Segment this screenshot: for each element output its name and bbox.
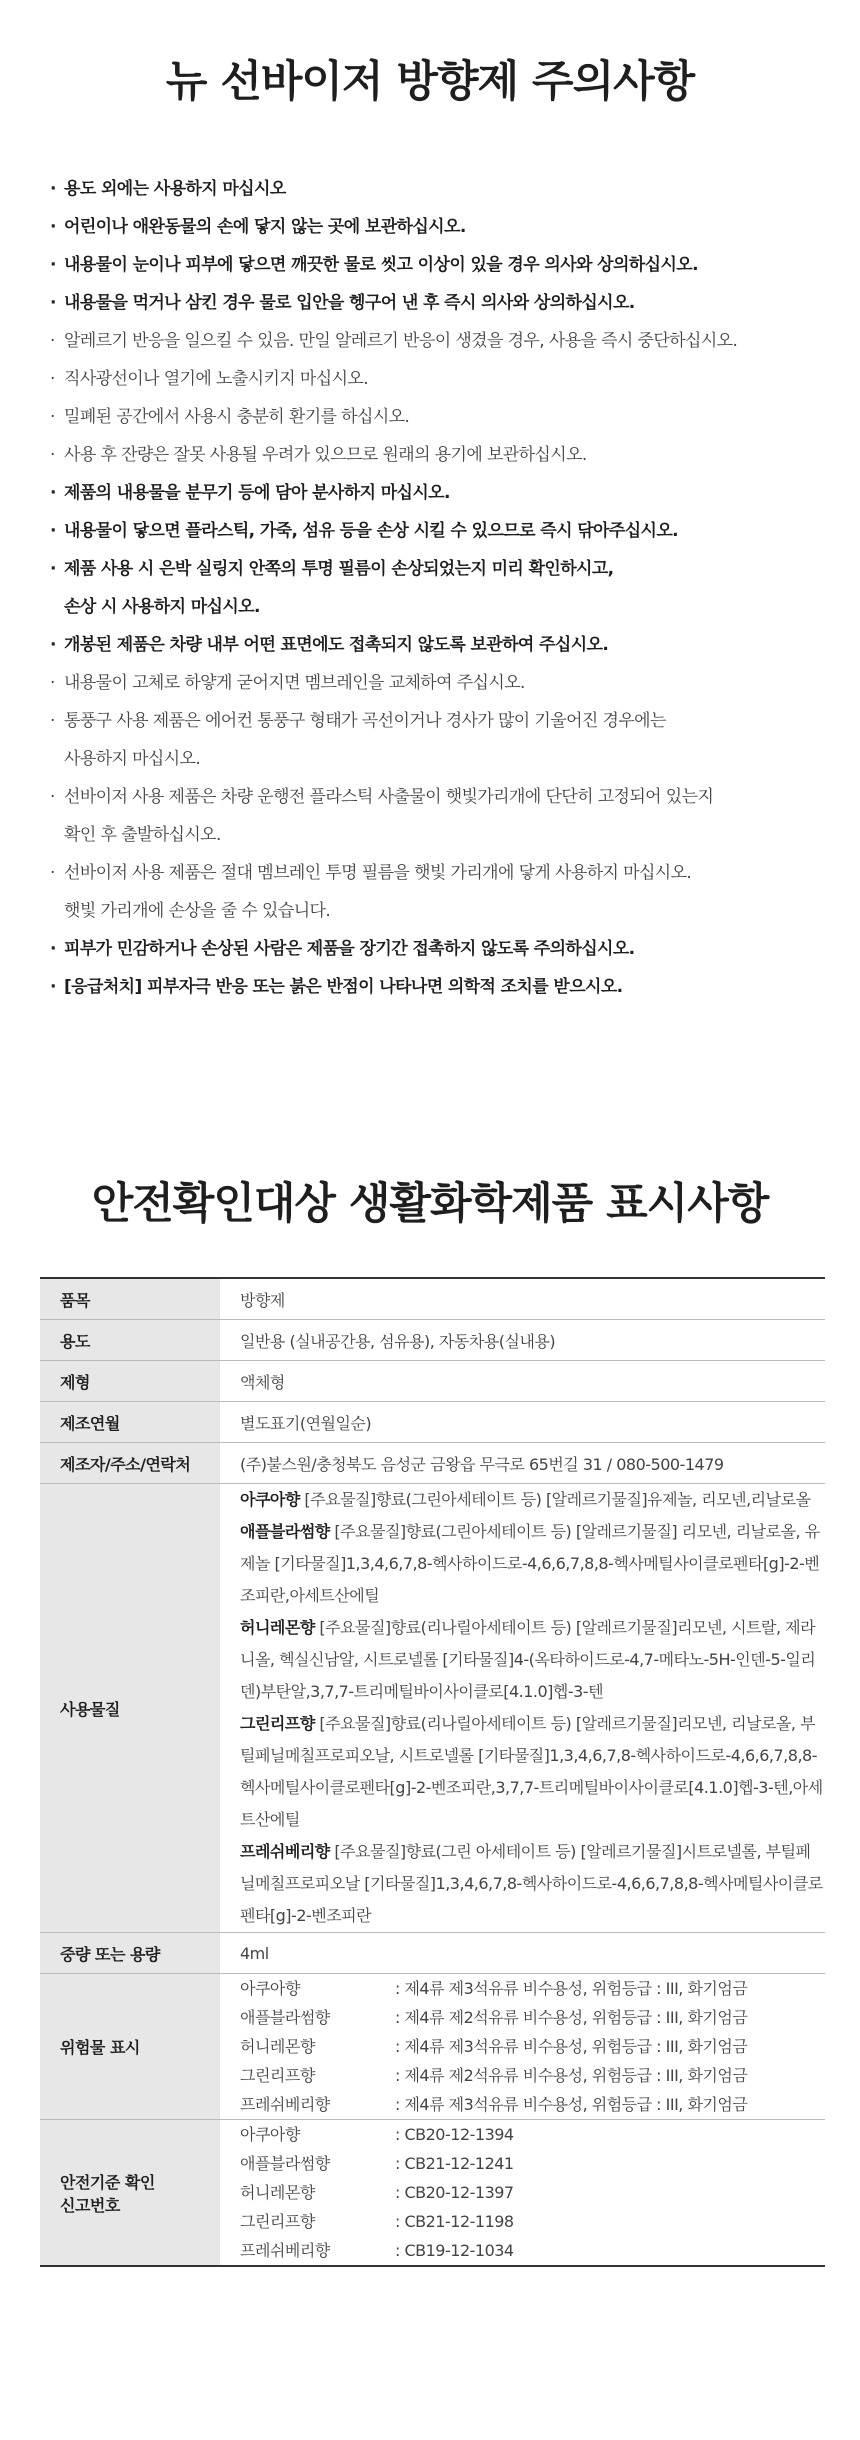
report-list [220, 2120, 825, 2267]
hazard-product-name: 애플블라썸향 [240, 2008, 330, 2027]
caution-text: · 제품 사용 시 은박 실링지 안쪽의 투명 필름이 손상되었는지 미리 확인하시고, [50, 550, 820, 588]
hazard-value: : 제4류 제3석유류 비수용성, 위험등급 : III, 화기엄금 [395, 2095, 748, 2114]
material-text: [주요물질]향료(그린아세테이트 등) [알레르기물질] 리모넨, 리날로올, 유제놀 [기타물질]1,3,4,6,7,8-헥사하이드로-4,6,6,7,8,8-헥사메틸사이클로펜타[g]-2-벤조피란,아세트산에틸 [240, 1522, 820, 1605]
caution-text: 확인 후 출발하십시오. [64, 825, 221, 845]
caution-item [50, 512, 820, 550]
report-value: : CB20-12-1394 [395, 2125, 514, 2144]
caution-item [50, 474, 820, 512]
report-value: : CB21-12-1198 [395, 2212, 514, 2231]
caution-text: · 제품의 내용물을 분무기 등에 담아 분사하지 마십시오. [50, 474, 820, 512]
form-label: 제형 [40, 1361, 220, 1402]
hazard-value: : 제4류 제3석유류 비수용성, 위험등급 : III, 화기엄금 [395, 1979, 748, 1998]
caution-text: · 어린이나 애완동물의 손에 닿지 않는 곳에 보관하십시오. [50, 208, 820, 246]
row-item [40, 1278, 825, 1320]
report-value: : CB20-12-1397 [395, 2183, 514, 2202]
use-label: 용도 [40, 1320, 220, 1361]
caution-text: · 내용물을 먹거나 삼킨 경우 물로 입안을 헹구어 낸 후 즉시 의사와 상의하십시오. [50, 284, 820, 322]
report-row [240, 2178, 825, 2207]
hazard-product-name: 아쿠아향 [240, 1979, 300, 1998]
row-materials [40, 1484, 825, 1933]
caution-item [50, 778, 820, 854]
caution-list [50, 170, 820, 1006]
material-text: [주요물질]향료(그린 아세테이트 등) [알레르기물질]시트로넬롤, 부틸페닐메칠프로피오날 [기타물질]1,3,4,6,7,8-헥사하이드로-4,6,6,7,8,8-헥사메틸사이클로펜타[g]-2-벤조피란 [240, 1842, 823, 1925]
caution-text: · 선바이저 사용 제품은 차량 운행전 플라스틱 사출물이 햇빛가리개에 단단히 고정되어 있는지 [50, 778, 820, 816]
hazard-product-name: 프레쉬베리향 [240, 2095, 330, 2114]
report-product-name: 아쿠아향 [240, 2125, 300, 2144]
caution-text: · 선바이저 사용 제품은 절대 멤브레인 투명 필름을 햇빛 가리개에 닿게 사용하지 마십시오. [50, 854, 820, 892]
report-row [240, 2207, 825, 2236]
caution-item [50, 550, 820, 626]
hazard-value: : 제4류 제3석유류 비수용성, 위험등급 : III, 화기엄금 [395, 2037, 748, 2056]
caution-item [50, 170, 820, 208]
material-text: [주요물질]향료(그린아세테이트 등) [알레르기물질]유제놀, 리모넨,리날로올 [299, 1490, 811, 1509]
date-label: 제조연월 [40, 1402, 220, 1443]
caution-item [50, 322, 820, 360]
maker-label: 제조자/주소/연락처 [40, 1443, 220, 1484]
material-label: 사용물질 [40, 1484, 220, 1933]
caution-item [50, 360, 820, 398]
caution-title: 뉴 선바이저 방향제 주의사항 [165, 57, 695, 107]
caution-item [50, 968, 820, 1006]
material-entry [240, 1484, 825, 1516]
hazard-row [240, 2061, 825, 2090]
material-product-name: 프레쉬베리향 [240, 1842, 330, 1861]
report-row [240, 2236, 825, 2265]
report-product-name: 허니레몬향 [240, 2183, 315, 2202]
row-weight [40, 1933, 825, 1974]
caution-item [50, 246, 820, 284]
weight-label: 중량 또는 용량 [40, 1933, 220, 1974]
hazard-row [240, 2003, 825, 2032]
material-entry [240, 1836, 825, 1932]
caution-item [50, 398, 820, 436]
row-report [40, 2120, 825, 2267]
hazard-value: : 제4류 제2석유류 비수용성, 위험등급 : III, 화기엄금 [395, 2008, 748, 2027]
material-product-name: 아쿠아향 [240, 1490, 300, 1509]
material-product-name: 그린리프향 [240, 1714, 315, 1733]
hazard-product-name: 허니레몬향 [240, 2037, 315, 2056]
caution-item [50, 664, 820, 702]
material-entry [240, 1708, 825, 1836]
use-value: 일반용 (실내공간용, 섬유용), 자동차용(실내용) [220, 1320, 825, 1361]
row-form [40, 1361, 825, 1402]
report-row [240, 2120, 825, 2149]
caution-text: 사용하지 마십시오. [64, 749, 201, 769]
row-maker [40, 1443, 825, 1484]
hazard-list [220, 1974, 825, 2120]
material-entry [240, 1516, 825, 1612]
material-entry [240, 1612, 825, 1708]
caution-text: · 밀폐된 공간에서 사용시 충분히 환기를 하십시오. [50, 398, 820, 436]
material-product-name: 애플블라썸향 [240, 1522, 330, 1541]
label-table [40, 1277, 825, 2267]
weight-value: 4ml [220, 1933, 825, 1974]
caution-text: · 피부가 민감하거나 손상된 사람은 제품을 장기간 접촉하지 않도록 주의하십시오. [50, 930, 820, 968]
hazard-row [240, 1974, 825, 2003]
material-product-name: 허니레몬향 [240, 1618, 315, 1637]
caution-text: · 내용물이 눈이나 피부에 닿으면 깨끗한 물로 씻고 이상이 있을 경우 의사와 상의하십시오. [50, 246, 820, 284]
report-label-line-1: 안전기준 확인 [60, 2172, 155, 2192]
report-row [240, 2149, 825, 2178]
label-title: 안전확인대상 생활화학제품 표시사항 [91, 1179, 769, 1229]
item-value: 방향제 [220, 1278, 825, 1320]
date-value: 별도표기(연월일순) [220, 1402, 825, 1443]
hazard-row [240, 2032, 825, 2061]
caution-text: 손상 시 사용하지 마십시오. [64, 597, 260, 617]
caution-item [50, 930, 820, 968]
report-label [40, 2120, 220, 2267]
caution-item [50, 626, 820, 664]
caution-item [50, 284, 820, 322]
material-text: [주요물질]향료(리나릴아세테이트 등) [알레르기물질]리모넨, 시트랄, 제라니올, 헥실신남알, 시트로넬롤 [기타물질]4-(옥타하이드로-4,7-메타노-5H-인덴-5-일리덴)부탄알,3,7,7-트리메틸바이사이클로[4.1.0]헵-3-텐 [240, 1618, 816, 1701]
caution-item [50, 854, 820, 930]
hazard-product-name: 그린리프향 [240, 2066, 315, 2085]
maker-value: (주)불스원/충청북도 음성군 금왕읍 무극로 65번길 31 / 080-500-1479 [220, 1443, 825, 1484]
caution-text: · 개봉된 제품은 차량 내부 어떤 표면에도 접촉되지 않도록 보관하여 주십시오. [50, 626, 820, 664]
row-use [40, 1320, 825, 1361]
caution-text: · 사용 후 잔량은 잘못 사용될 우려가 있으므로 원래의 용기에 보관하십시오. [50, 436, 820, 474]
caution-text: · 용도 외에는 사용하지 마십시오 [50, 170, 820, 208]
caution-item [50, 436, 820, 474]
report-product-name: 애플블라썸향 [240, 2154, 330, 2173]
caution-text: · 직사광선이나 열기에 노출시키지 마십시오. [50, 360, 820, 398]
report-value: : CB19-12-1034 [395, 2241, 514, 2260]
report-product-name: 그린리프향 [240, 2212, 315, 2231]
row-date [40, 1402, 825, 1443]
hazard-row [240, 2090, 825, 2119]
caution-text: · 내용물이 닿으면 플라스틱, 가죽, 섬유 등을 손상 시킬 수 있으므로 즉시 닦아주십시오. [50, 512, 820, 550]
caution-text: · [응급처치] 피부자극 반응 또는 붉은 반점이 나타나면 의학적 조치를 받으시오. [50, 968, 820, 1006]
material-value [220, 1484, 825, 1933]
hazard-value: : 제4류 제2석유류 비수용성, 위험등급 : III, 화기엄금 [395, 2066, 748, 2085]
report-product-name: 프레쉬베리향 [240, 2241, 330, 2260]
caution-text: · 알레르기 반응을 일으킬 수 있음. 만일 알레르기 반응이 생겼을 경우, 사용을 즉시 중단하십시오. [50, 322, 820, 360]
caution-text: · 내용물이 고체로 하얗게 굳어지면 멤브레인을 교체하여 주십시오. [50, 664, 820, 702]
report-label-line-2: 신고번호 [60, 2195, 120, 2215]
hazard-label: 위험물 표시 [40, 1974, 220, 2120]
caution-text: · 통풍구 사용 제품은 에어컨 통풍구 형태가 곡선이거나 경사가 많이 기울어진 경우에는 [50, 702, 820, 740]
report-value: : CB21-12-1241 [395, 2154, 514, 2173]
caution-item [50, 208, 820, 246]
caution-item [50, 702, 820, 778]
item-label: 품목 [40, 1278, 220, 1320]
form-value: 액체형 [220, 1361, 825, 1402]
row-hazard [40, 1974, 825, 2120]
caution-text: 햇빛 가리개에 손상을 줄 수 있습니다. [64, 901, 331, 921]
material-text: [주요물질]향료(리나릴아세테이트 등) [알레르기물질]리모넨, 리날로올, 부틸페닐메칠프로피오날, 시트로넬롤 [기타물질]1,3,4,6,7,8-헥사하이드로-4,6,6,7,8,8-헥사메틸사이클로펜타[g]-2-벤조피란,3,7,7-트리메틸바이사이클로[4.1.0]헵-3-텐,아세트산에틸 [240, 1714, 823, 1829]
